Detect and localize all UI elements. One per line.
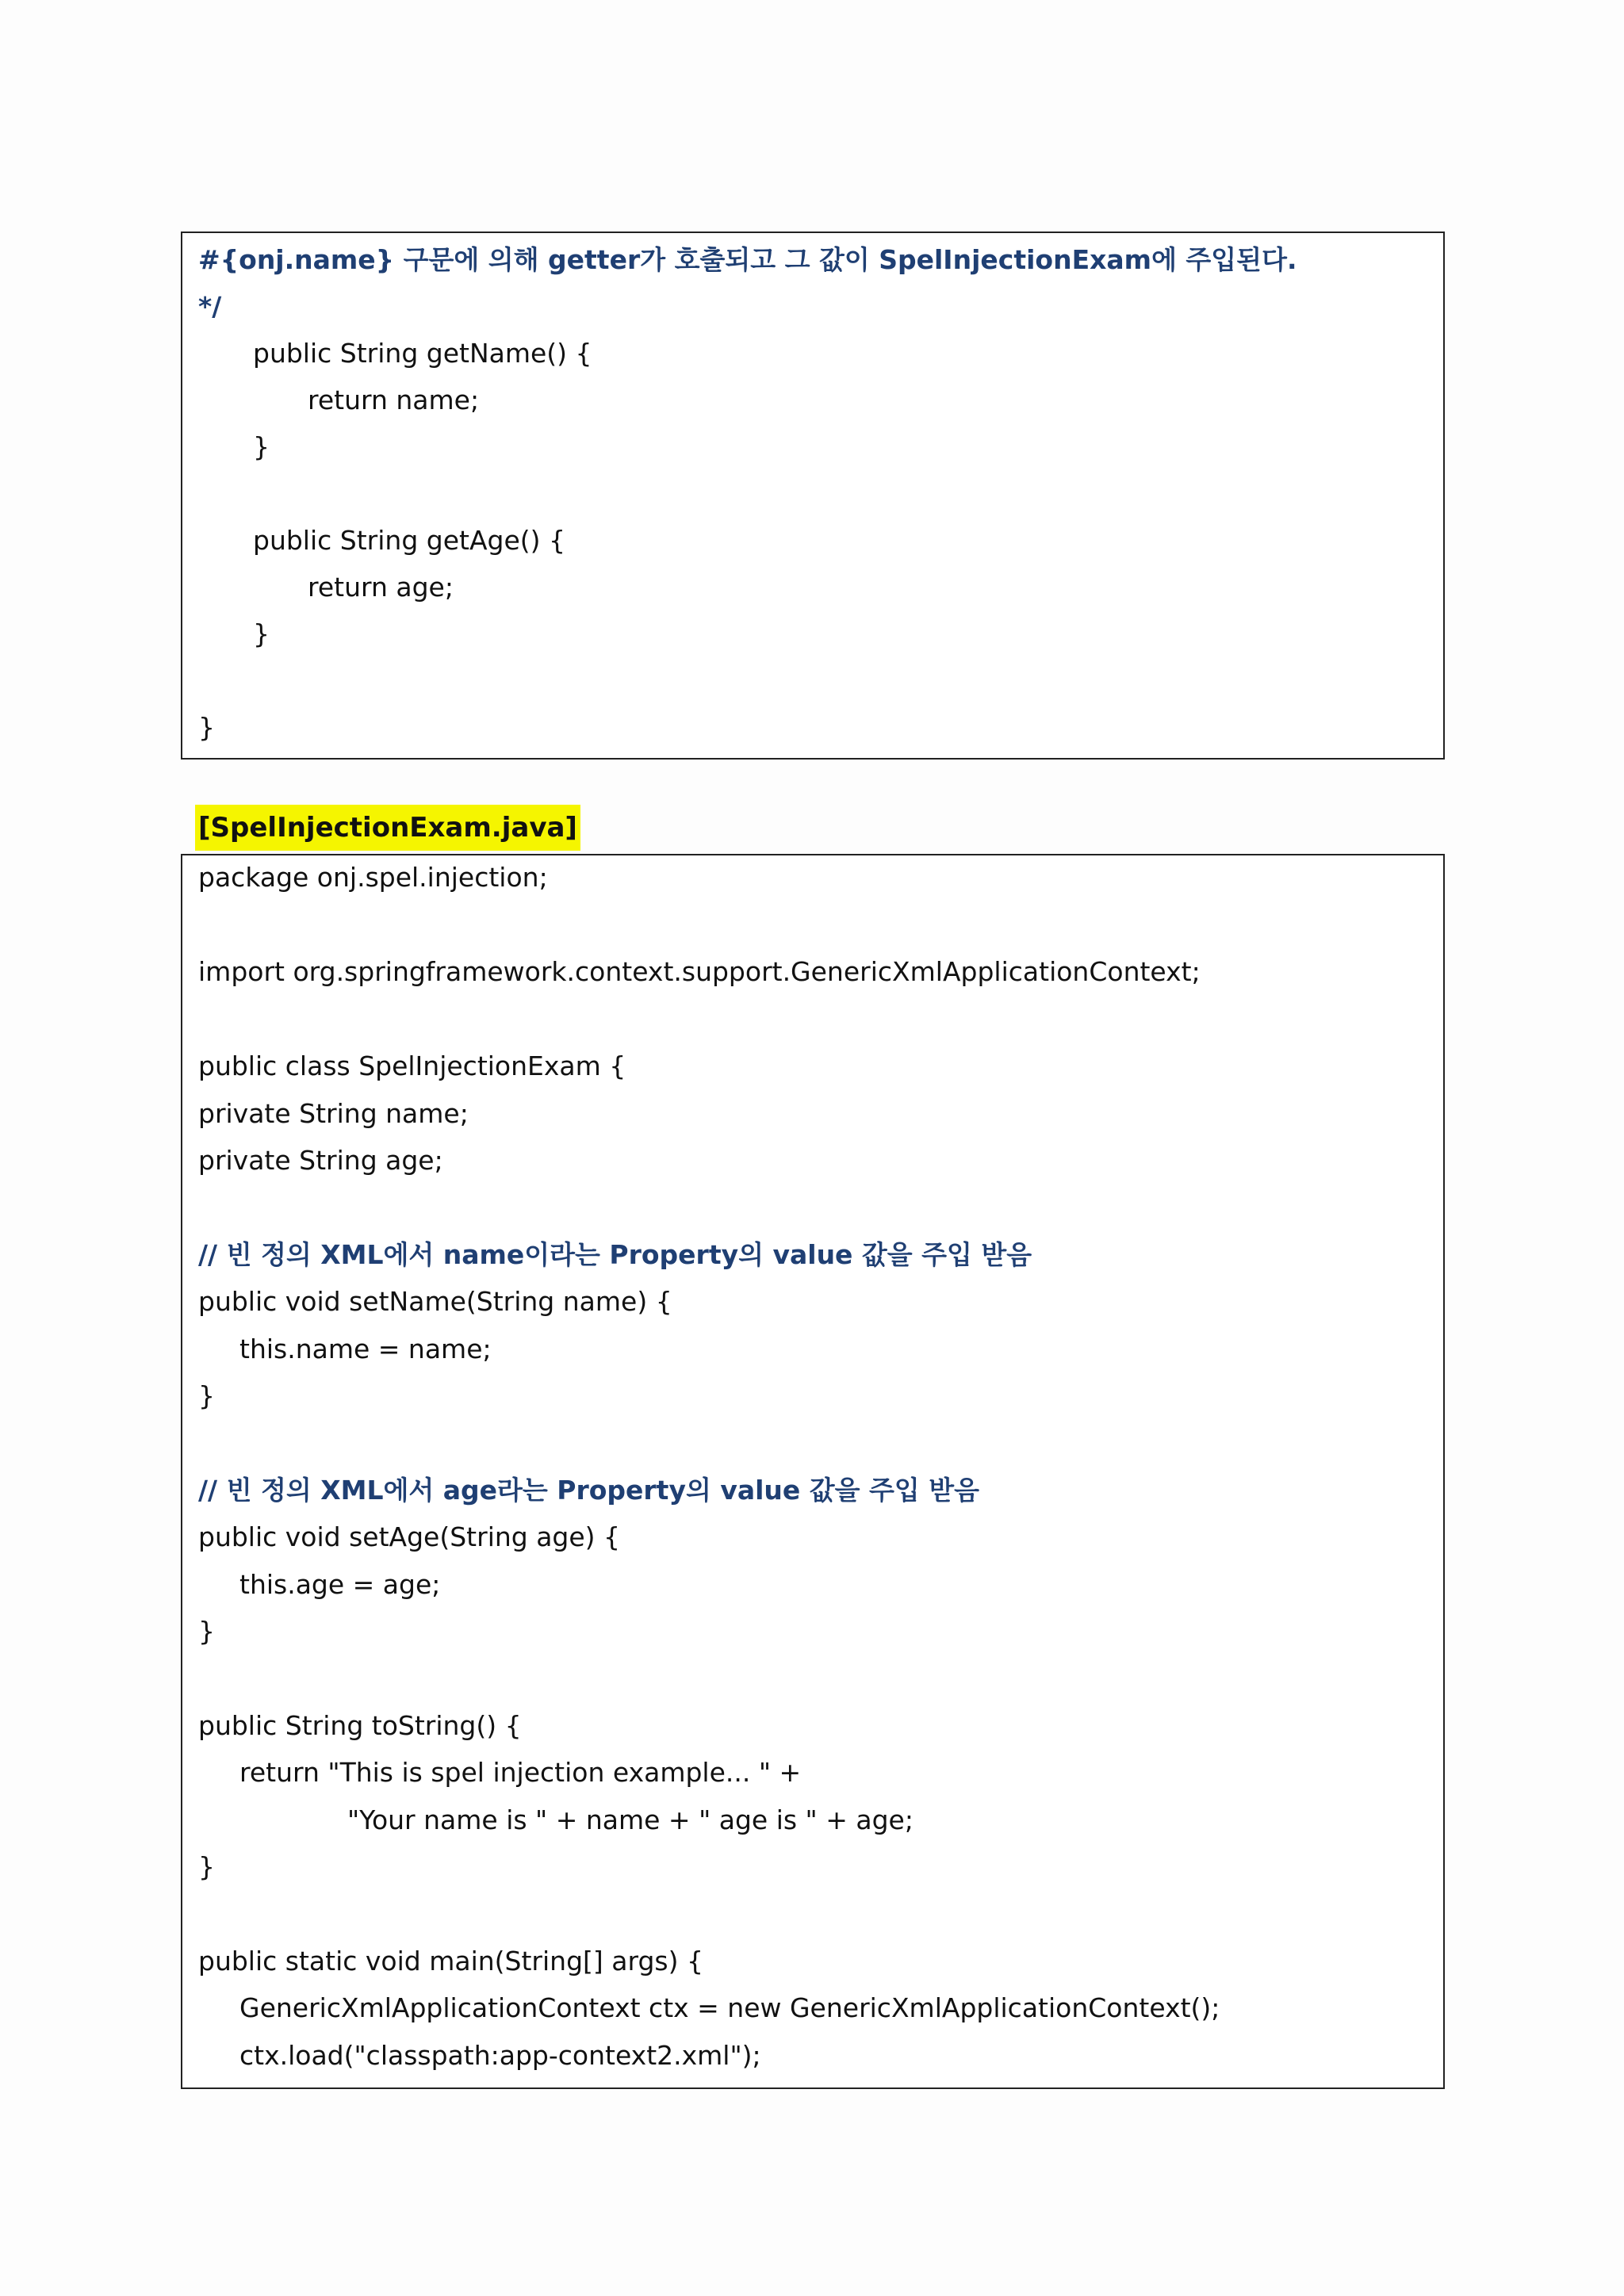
code-line: this.name = name; bbox=[239, 1334, 492, 1364]
code-line: private String age; bbox=[198, 1145, 443, 1176]
code-line: } bbox=[198, 712, 215, 743]
code-line: } bbox=[253, 431, 270, 462]
comment-line: // 빈 정의 XML에서 age라는 Property의 value 값을 주입 받음 bbox=[198, 1475, 980, 1506]
code-box-getters bbox=[181, 232, 1445, 760]
code-line: this.age = age; bbox=[239, 1569, 441, 1600]
code-line: public void setName(String name) { bbox=[198, 1286, 672, 1317]
code-box-spel-injection-exam bbox=[181, 854, 1445, 2089]
code-line: public String getAge() { bbox=[253, 525, 566, 556]
code-line: return age; bbox=[308, 572, 454, 603]
code-line: public String getName() { bbox=[253, 338, 592, 369]
code-line: public String toString() { bbox=[198, 1710, 522, 1741]
code-line: GenericXmlApplicationContext ctx = new GenericXmlApplicationContext(); bbox=[239, 1992, 1220, 2023]
code-line: } bbox=[198, 1380, 215, 1411]
comment-line: // 빈 정의 XML에서 name이라는 Property의 value 값을 주입 받음 bbox=[198, 1239, 1032, 1270]
comment-end-line: */ bbox=[198, 291, 222, 322]
file-title-label: [SpelInjectionExam.java] bbox=[195, 805, 580, 851]
code-line: } bbox=[198, 1851, 215, 1882]
code-line: package onj.spel.injection; bbox=[198, 862, 548, 893]
code-line: return name; bbox=[308, 385, 480, 415]
comment-line: #{onj.name} 구문에 의해 getter가 호출되고 그 값이 SpelInjectionExam에 주입된다. bbox=[198, 244, 1297, 275]
code-line: } bbox=[253, 618, 270, 649]
code-line: public static void main(String[] args) { bbox=[198, 1946, 703, 1976]
code-line: return "This is spel injection example... " + bbox=[239, 1757, 802, 1788]
code-line: public class SpelInjectionExam { bbox=[198, 1050, 626, 1081]
code-line: private String name; bbox=[198, 1098, 469, 1129]
code-line: public void setAge(String age) { bbox=[198, 1521, 621, 1552]
code-line: ctx.load("classpath:app-context2.xml"); bbox=[239, 2040, 761, 2071]
code-line: import org.springframework.context.support.GenericXmlApplicationContext; bbox=[198, 956, 1201, 987]
code-line: } bbox=[198, 1616, 215, 1647]
code-line: "Your name is " + name + " age is " + age; bbox=[347, 1804, 914, 1835]
